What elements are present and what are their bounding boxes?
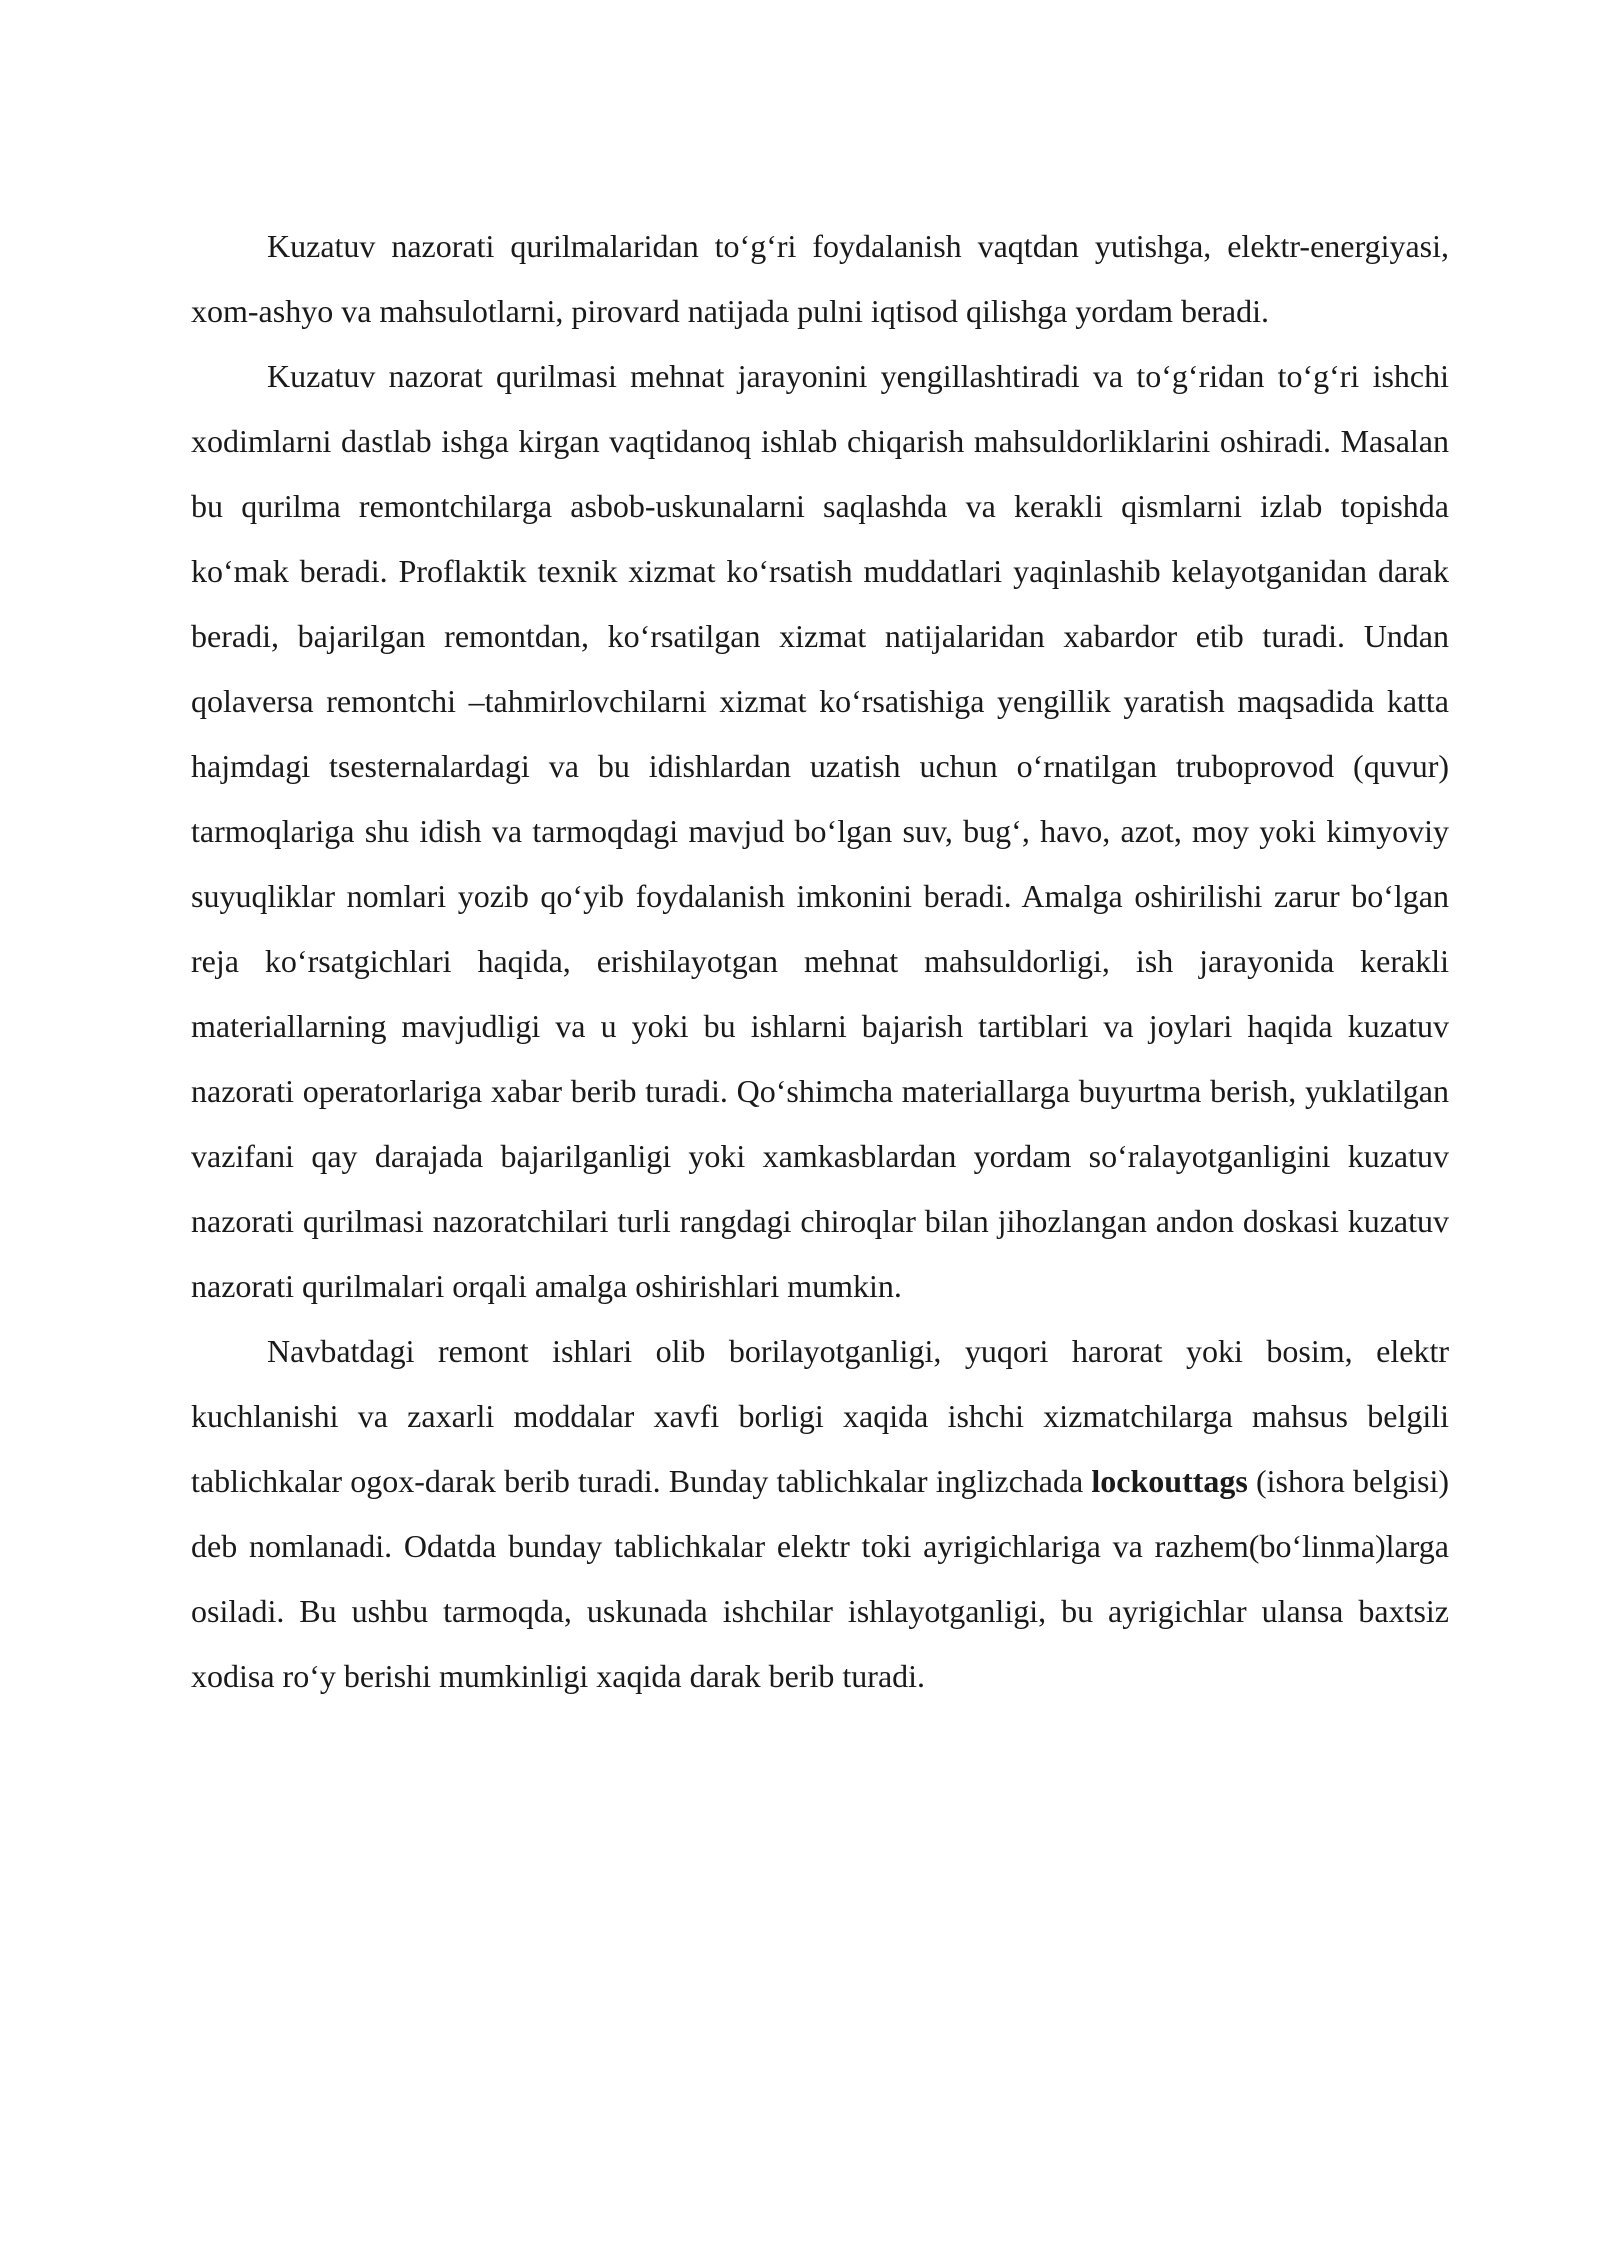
paragraph-3-rest: (ishora belgisi) deb nomlanadi. Odatda bunday tablichkalar elektr toki ayrigichlariga va razhem(bo‘linma)larga osiladi. Bu ushbu tarmoqda, uskunada ishchilar ishlayotganligi, bu ayrigichlar ulansa baxtsiz xodisa ro‘y berishi mumkinligi xaqida darak berib turadi. <box>191 1463 1450 1694</box>
bold-term: lockouttags <box>1091 1463 1248 1499</box>
paragraph-3 <box>191 1319 1449 1709</box>
document-page <box>191 214 1449 1709</box>
paragraph-2: Kuzatuv nazorat qurilmasi mehnat jarayonini yengillashtiradi va to‘g‘ridan to‘g‘ri ishchi xodimlarni dastlab ishga kirgan vaqtidanoq ishlab chiqarish mahsuldorliklarini oshiradi. Masalan bu qurilma remontchilarga asbob-uskunalarni saqlashda va kerakli qismlarni izlab topishda ko‘mak beradi. Proflaktik texnik xizmat ko‘rsatish muddatlari yaqinlashib kelayotganidan darak beradi, bajarilgan remontdan, ko‘rsatilgan xizmat natijalaridan xabardor etib turadi. Undan qolaversa remontchi –tahmirlovchilarni xizmat ko‘rsatishiga yengillik yaratish maqsadida katta hajmdagi tsesternalardagi va bu idishlardan uzatish uchun o‘rnatilgan truboprovod (quvur) tarmoqlariga shu idish va tarmoqdagi mavjud bo‘lgan suv, bug‘, havo, azot, moy yoki kimyoviy suyuqliklar nomlari yozib qo‘yib foydalanish imkonini beradi. Amalga oshirilishi zarur bo‘lgan reja ko‘rsatgichlari haqida, erishilayotgan mehnat mahsuldorligi, ish jarayonida kerakli materiallarning mavjudligi va u yoki bu ishlarni bajarish tartiblari va joylari haqida kuzatuv nazorati operatorlariga xabar berib turadi. Qo‘shimcha materiallarga buyurtma berish, yuklatilgan vazifani qay darajada bajarilganligi yoki xamkasblardan yordam so‘ralayotganligini kuzatuv nazorati qurilmasi nazoratchilari turli rangdagi chiroqlar bilan jihozlangan andon doskasi kuzatuv nazorati qurilmalari orqali amalga oshirishlari mumkin. <box>191 358 1449 1304</box>
paragraph-3-intro: Navbatdagi remont ishlari olib borilayotganligi, yuqori harorat yoki bosim, elektr kuchlanishi va zaxarli moddalar xavfi borligi xaqida ishchi xizmatchilarga mahsus belgili tablichkalar ogox-darak berib turadi. Bunday tablichkalar inglizchada <box>191 1333 1449 1499</box>
paragraph-1: Kuzatuv nazorati qurilmalaridan to‘g‘ri foydalanish vaqtdan yutishga, elektr-energiyasi, xom-ashyo va mahsulotlarni, pirovard natijada pulni iqtisod qilishga yordam beradi. <box>191 228 1449 329</box>
